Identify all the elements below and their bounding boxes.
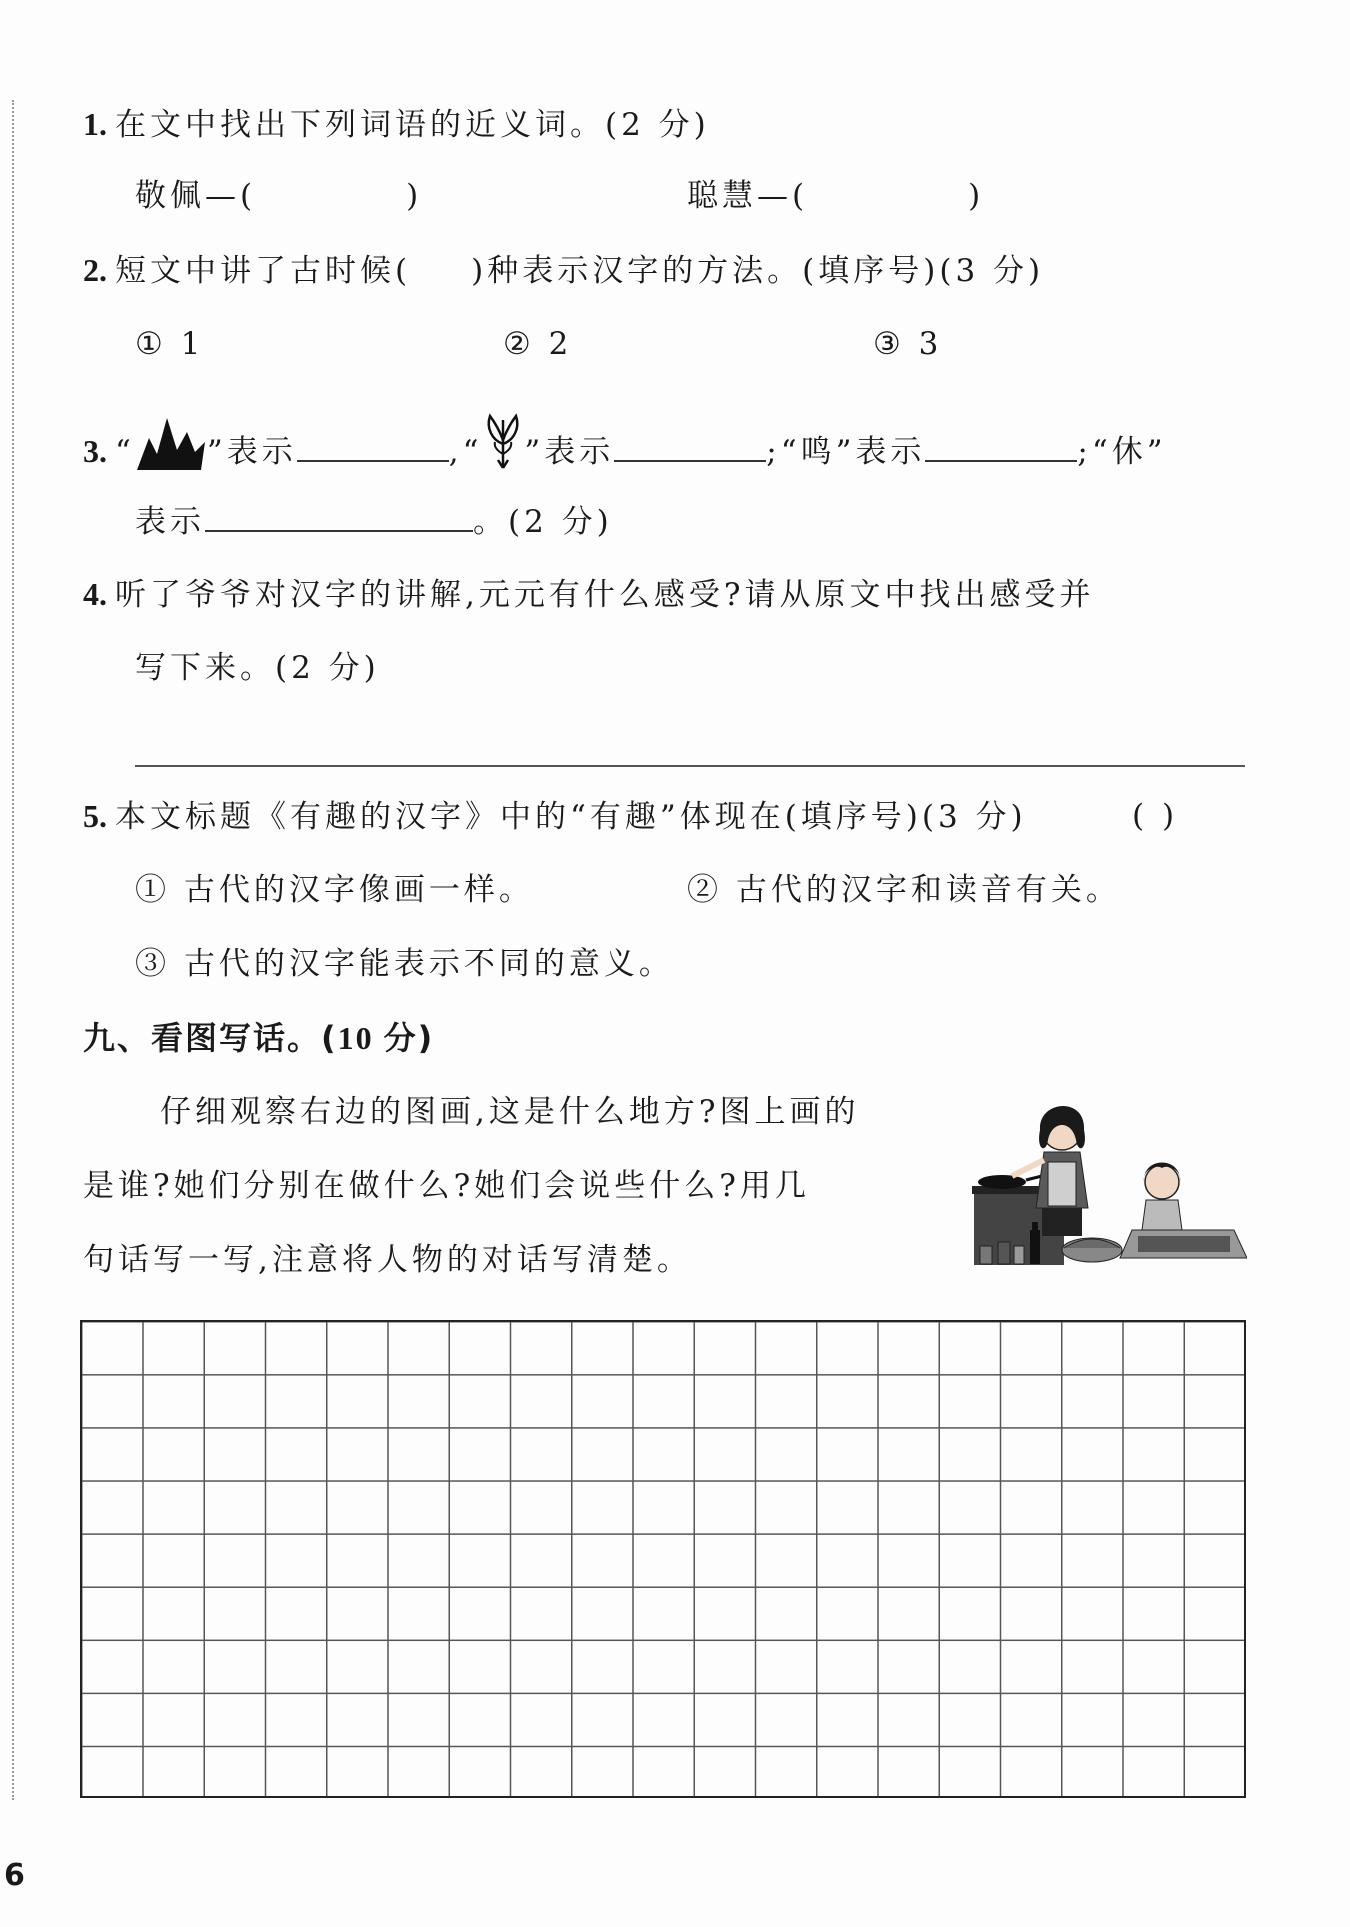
q3-text-3: ”表示 — [524, 434, 615, 470]
q3-text-2: ,“ — [448, 434, 483, 470]
section-9-para-line-2: 是谁?她们分别在做什么?她们会说些什么?用几 — [83, 1168, 810, 1204]
mountain-pictograph-icon — [135, 414, 207, 482]
question-number: 5. — [83, 798, 107, 834]
question-text: 在文中找出下列词语的近义词。(2 分) — [115, 107, 710, 143]
q1-word-a-label: 敬佩—( — [135, 178, 257, 214]
section-9-para-line-1: 仔细观察右边的图画,这是什么地方?图上画的 — [160, 1094, 860, 1130]
q4-answer-line[interactable] — [135, 765, 1245, 767]
open-quote: “ — [115, 434, 135, 470]
q3-line2-suffix: 。(2 分) — [473, 504, 613, 540]
q2-text-b: )种表示汉字的方法。(填序号)(3 分) — [471, 253, 1045, 289]
q3-text-4: ;“鸣”表示 — [766, 434, 926, 470]
q3-blank-1[interactable] — [297, 430, 449, 462]
section-9-para-line-3: 句话写一写,注意将人物的对话写清楚。 — [83, 1242, 692, 1278]
q4-text-line1: 听了爷爷对汉字的讲解,元元有什么感受?请从原文中找出感受并 — [115, 577, 1095, 613]
q2-option-2: ② 2 — [503, 326, 573, 362]
q1-bracket-close-b: ) — [968, 178, 985, 214]
q5-answer-bracket[interactable]: ( ) — [1132, 798, 1179, 834]
q1-word-a — [135, 176, 422, 216]
binding-dotted-line — [12, 100, 14, 1800]
q2-option-3: ③ 3 — [873, 326, 943, 362]
q2-text-a: 短文中讲了古时候( — [115, 253, 412, 289]
q5-option-3: ③ 古代的汉字能表示不同的意义。 — [135, 946, 674, 982]
question-3 — [83, 410, 1167, 482]
tree-pictograph-icon — [482, 410, 524, 482]
section-9-title — [83, 1018, 434, 1058]
q1-word-b — [687, 176, 984, 216]
q3-line2-prefix: 表示 — [135, 504, 205, 540]
q3-text-1: ”表示 — [206, 434, 297, 470]
question-5 — [83, 796, 1027, 837]
question-2 — [83, 250, 1044, 291]
question-number: 4. — [83, 576, 107, 612]
q4-text-line2: 写下来。(2 分) — [135, 650, 380, 686]
q2-option-1: ① 1 — [135, 326, 205, 362]
q3-blank-2[interactable] — [614, 430, 766, 462]
q3-blank-4[interactable] — [205, 500, 473, 532]
q5-option-2: ② 古代的汉字和读音有关。 — [687, 872, 1121, 908]
kitchen-scene-illustration — [972, 1090, 1247, 1280]
question-1 — [83, 104, 710, 145]
q3-blank-3[interactable] — [925, 430, 1077, 462]
writing-grid[interactable] — [80, 1320, 1246, 1798]
section-title-close: ) — [417, 1019, 435, 1057]
q5-text: 本文标题《有趣的汉字》中的“有趣”体现在(填序号)(3 分) — [115, 799, 1027, 835]
section-score: 10 分 — [337, 1020, 418, 1056]
question-number: 3. — [83, 433, 107, 469]
q3-line-2 — [135, 500, 613, 542]
question-number: 2. — [83, 252, 107, 288]
page-number: 6 — [4, 1858, 25, 1893]
question-4 — [83, 574, 1094, 615]
q1-word-b-label: 聪慧—( — [687, 178, 809, 214]
q3-text-5: ;“休” — [1077, 434, 1167, 470]
q1-bracket-close-a: ) — [406, 178, 423, 214]
q5-option-1: ① 古代的汉字像画一样。 — [135, 872, 534, 908]
question-number: 1. — [83, 106, 107, 142]
section-title-text: 九、看图写话。( — [83, 1019, 338, 1057]
